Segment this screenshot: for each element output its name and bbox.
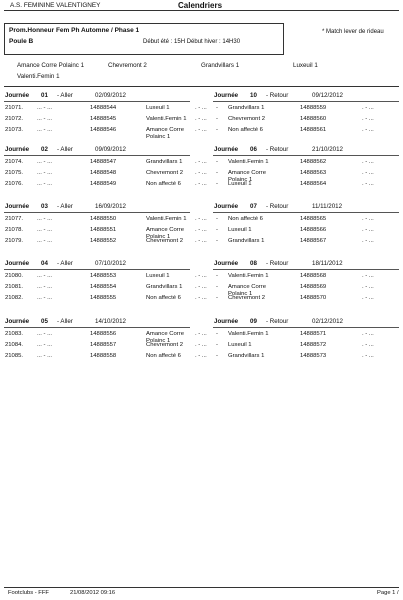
match-code: 14888558 (90, 353, 117, 359)
journee-rule (4, 269, 190, 270)
match-number: 21072. (5, 116, 24, 122)
competition-name: Prom.Honneur Fem Ph Automne / Phase 1 (9, 27, 140, 34)
match-score-placeholder-right: . - ... (195, 273, 207, 279)
match-team: Chevremont 2 (228, 295, 265, 301)
match-score-placeholder: . - ... (362, 181, 374, 187)
match-team: Valenti.Femin 1 (228, 159, 269, 165)
journee-rule (213, 212, 399, 213)
journee-date: 07/10/2012 (95, 260, 126, 267)
team-3: Grandvillars 1 (201, 62, 240, 69)
journee-label: Journée (214, 92, 239, 99)
match-dash: - (216, 116, 218, 122)
match-row (214, 331, 403, 338)
match-team: Amance Corre Polainc 1 (146, 127, 184, 140)
match-row (214, 342, 403, 349)
match-team: Luxeuil 1 (146, 273, 170, 279)
match-code: 14888567 (300, 238, 327, 244)
journee-phase: - Retour (266, 92, 289, 99)
match-team: Valenti.Femin 1 (146, 116, 187, 122)
match-team: Amance Corre Polainc 1 (146, 331, 184, 344)
match-score-placeholder: ... - ... (37, 273, 53, 279)
journee-number: 05 (41, 318, 48, 325)
header-rule (4, 10, 399, 11)
match-dash: - (216, 342, 218, 348)
page-title: Calendriers (178, 1, 223, 10)
journee-phase: - Aller (57, 203, 73, 210)
match-row (214, 170, 403, 183)
match-score-placeholder-right: . - ... (195, 238, 207, 244)
match-team: Valenti.Femin 1 (146, 216, 187, 222)
match-code: 14888566 (300, 227, 327, 233)
match-number: 21079. (5, 238, 24, 244)
match-code: 14888555 (90, 295, 117, 301)
poule-label: Poule B (9, 38, 34, 45)
match-team: Grandvillars 1 (228, 238, 265, 244)
journee-date: 16/09/2012 (95, 203, 126, 210)
match-team: Chevremont 2 (146, 342, 183, 348)
match-row (214, 116, 403, 123)
journee-number: 03 (41, 203, 48, 210)
match-code: 14888572 (300, 342, 327, 348)
journee-number: 07 (250, 203, 257, 210)
match-row (214, 105, 403, 112)
match-score-placeholder-right: . - ... (195, 170, 207, 176)
match-row (5, 116, 207, 123)
journee-rule (4, 327, 190, 328)
match-team: Non affecté 6 (228, 127, 263, 133)
match-team: Grandvillars 1 (146, 284, 183, 290)
footer-rule (4, 587, 399, 588)
match-code: 14888544 (90, 105, 117, 111)
team-4: Luxeuil 1 (293, 62, 318, 69)
journee-date: 02/09/2012 (95, 92, 126, 99)
match-row (5, 170, 207, 177)
match-team: Non affecté 6 (146, 295, 181, 301)
journee-phase: - Aller (57, 260, 73, 267)
journee-label: Journée (5, 92, 30, 99)
journee-number: 10 (250, 92, 257, 99)
match-team: Chevremont 2 (146, 170, 183, 176)
journee-date: 18/11/2012 (312, 260, 343, 267)
match-score-placeholder: . - ... (362, 284, 374, 290)
match-code: 14888548 (90, 170, 117, 176)
journee-number: 01 (41, 92, 48, 99)
match-dash: - (216, 227, 218, 233)
match-score-placeholder-right: . - ... (195, 353, 207, 359)
journee-date: 09/12/2012 (312, 92, 343, 99)
match-row (5, 227, 207, 240)
match-row (5, 284, 207, 291)
journee-phase: - Retour (266, 203, 289, 210)
match-score-placeholder: . - ... (362, 238, 374, 244)
match-team: Amance Corre Polainc 1 (228, 284, 266, 297)
match-number: 21084. (5, 342, 24, 348)
match-team: Valenti.Femin 1 (228, 273, 269, 279)
match-code: 14888565 (300, 216, 327, 222)
journee-rule (4, 212, 190, 213)
journee-label: Journée (5, 146, 30, 153)
match-score-placeholder-right: . - ... (195, 181, 207, 187)
match-number: 21073. (5, 127, 24, 133)
match-row (5, 238, 207, 245)
match-code: 14888563 (300, 170, 327, 176)
journee-rule (213, 327, 399, 328)
journee-rule (4, 155, 190, 156)
journee-phase: - Aller (57, 318, 73, 325)
match-score-placeholder-right: . - ... (195, 105, 207, 111)
match-score-placeholder: ... - ... (37, 159, 53, 165)
journee-phase: - Retour (266, 260, 289, 267)
match-number: 21077. (5, 216, 24, 222)
match-team: Valenti.Femin 1 (228, 331, 269, 337)
journee-date: 14/10/2012 (95, 318, 126, 325)
match-row (214, 353, 403, 360)
match-score-placeholder-right: . - ... (195, 331, 207, 337)
match-score-placeholder: ... - ... (37, 105, 53, 111)
match-score-placeholder: ... - ... (37, 295, 53, 301)
match-code: 14888550 (90, 216, 117, 222)
match-team: Non affecté 6 (228, 216, 263, 222)
match-score-placeholder-right: . - ... (195, 227, 207, 233)
match-row (214, 227, 403, 234)
match-score-placeholder-right: . - ... (195, 295, 207, 301)
match-row (214, 216, 403, 223)
match-score-placeholder: . - ... (362, 105, 374, 111)
match-row (5, 295, 207, 302)
match-code: 14888569 (300, 284, 327, 290)
journee-number: 09 (250, 318, 257, 325)
match-dash: - (216, 284, 218, 290)
journee-label: Journée (214, 318, 239, 325)
match-code: 14888559 (300, 105, 327, 111)
match-score-placeholder: ... - ... (37, 216, 53, 222)
journee-label: Journée (5, 318, 30, 325)
match-score-placeholder: ... - ... (37, 342, 53, 348)
match-score-placeholder: ... - ... (37, 170, 53, 176)
match-score-placeholder: . - ... (362, 170, 374, 176)
match-score-placeholder: . - ... (362, 342, 374, 348)
match-code: 14888545 (90, 116, 117, 122)
match-code: 14888556 (90, 331, 117, 337)
journee-number: 02 (41, 146, 48, 153)
match-team: Non affecté 6 (146, 181, 181, 187)
match-team: Grandvillars 1 (228, 353, 265, 359)
match-team: Non affecté 6 (146, 353, 181, 359)
match-code: 14888551 (90, 227, 117, 233)
journee-number: 08 (250, 260, 257, 267)
match-row (214, 127, 403, 134)
match-score-placeholder: ... - ... (37, 227, 53, 233)
match-code: 14888564 (300, 181, 327, 187)
match-score-placeholder: . - ... (362, 216, 374, 222)
team-2: Chevremont 2 (108, 62, 147, 69)
match-row (214, 284, 403, 297)
match-row (5, 342, 207, 349)
match-dash: - (216, 273, 218, 279)
journee-phase: - Retour (266, 146, 289, 153)
journee-number: 04 (41, 260, 48, 267)
match-score-placeholder-right: . - ... (195, 159, 207, 165)
teams-rule (4, 86, 399, 87)
journee-phase: - Retour (266, 318, 289, 325)
match-team: Chevremont 2 (146, 238, 183, 244)
match-dash: - (216, 127, 218, 133)
match-dash: - (216, 295, 218, 301)
match-score-placeholder: ... - ... (37, 284, 53, 290)
match-row (5, 216, 207, 223)
match-code: 14888560 (300, 116, 327, 122)
match-score-placeholder: . - ... (362, 227, 374, 233)
footer-date: 21/08/2012 09:16 (70, 590, 116, 596)
match-dash: - (216, 216, 218, 222)
match-number: 21076. (5, 181, 24, 187)
match-team: Luxeuil 1 (228, 342, 252, 348)
match-row (5, 181, 207, 188)
match-score-placeholder: ... - ... (37, 181, 53, 187)
match-score-placeholder: ... - ... (37, 116, 53, 122)
match-score-placeholder: . - ... (362, 295, 374, 301)
match-team: Grandvillars 1 (146, 159, 183, 165)
match-score-placeholder-right: . - ... (195, 216, 207, 222)
match-number: 21085. (5, 353, 24, 359)
match-score-placeholder-right: . - ... (195, 342, 207, 348)
match-dash: - (216, 105, 218, 111)
match-code: 14888547 (90, 159, 117, 165)
match-row (214, 181, 403, 188)
match-team: Chevremont 2 (228, 116, 265, 122)
match-dash: - (216, 353, 218, 359)
match-row (5, 127, 207, 140)
match-dash: - (216, 159, 218, 165)
match-number: 21081. (5, 284, 24, 290)
journee-date: 11/11/2012 (312, 203, 343, 210)
match-code: 14888549 (90, 181, 117, 187)
match-team: Luxeuil 1 (228, 227, 252, 233)
match-code: 14888553 (90, 273, 117, 279)
match-score-placeholder-right: . - ... (195, 284, 207, 290)
match-score-placeholder: . - ... (362, 353, 374, 359)
match-score-placeholder: ... - ... (37, 331, 53, 337)
match-code: 14888573 (300, 353, 327, 359)
match-row (5, 331, 207, 344)
match-dash: - (216, 238, 218, 244)
match-code: 14888557 (90, 342, 117, 348)
match-code: 14888561 (300, 127, 327, 133)
match-score-placeholder: ... - ... (37, 127, 53, 133)
match-note: * Match lever de rideau (322, 29, 384, 35)
journee-label: Journée (5, 260, 30, 267)
match-row (214, 159, 403, 166)
journee-label: Journée (214, 146, 239, 153)
match-number: 21082. (5, 295, 24, 301)
journee-rule (213, 101, 399, 102)
match-number: 21078. (5, 227, 24, 233)
match-score-placeholder: . - ... (362, 159, 374, 165)
kickoff-times: Début été : 15H Début hiver : 14H30 (143, 39, 241, 45)
match-number: 21083. (5, 331, 24, 337)
match-row (5, 159, 207, 166)
match-team: Amance Corre Polainc 1 (228, 170, 266, 183)
match-code: 14888570 (300, 295, 327, 301)
match-code: 14888571 (300, 331, 327, 337)
match-score-placeholder: . - ... (362, 273, 374, 279)
match-number: 21071. (5, 105, 24, 111)
match-code: 14888568 (300, 273, 327, 279)
match-dash: - (216, 170, 218, 176)
match-row (214, 295, 403, 302)
match-row (5, 105, 207, 112)
match-row (5, 353, 207, 360)
match-row (214, 238, 403, 245)
journee-number: 06 (250, 146, 257, 153)
footer-source: Footclubs - FFF (8, 590, 49, 596)
journee-date: 21/10/2012 (312, 146, 343, 153)
match-score-placeholder: ... - ... (37, 353, 53, 359)
match-number: 21080. (5, 273, 24, 279)
match-row (214, 273, 403, 280)
team-1: Amance Corre Polainc 1 (17, 62, 85, 69)
match-score-placeholder-right: . - ... (195, 127, 207, 133)
match-row (5, 273, 207, 280)
match-team: Luxeuil 1 (146, 105, 170, 111)
journee-label: Journée (5, 203, 30, 210)
match-code: 14888554 (90, 284, 117, 290)
match-number: 21075. (5, 170, 24, 176)
match-team: Amance Corre Polainc 1 (146, 227, 184, 240)
match-team: Luxeuil 1 (228, 181, 252, 187)
match-score-placeholder: . - ... (362, 331, 374, 337)
match-score-placeholder: . - ... (362, 127, 374, 133)
journee-rule (213, 155, 399, 156)
journee-rule (213, 269, 399, 270)
journee-date: 02/12/2012 (312, 318, 343, 325)
journee-label: Journée (214, 203, 239, 210)
match-code: 14888552 (90, 238, 117, 244)
journee-label: Journée (214, 260, 239, 267)
footer-page: Page 1 / (377, 590, 399, 596)
match-team: Grandvillars 1 (228, 105, 265, 111)
match-dash: - (216, 331, 218, 337)
match-code: 14888546 (90, 127, 117, 133)
club-name: A.S. FEMININE VALENTIGNEY (10, 2, 101, 9)
journee-phase: - Aller (57, 92, 73, 99)
journee-phase: - Aller (57, 146, 73, 153)
match-score-placeholder-right: . - ... (195, 116, 207, 122)
match-score-placeholder: ... - ... (37, 238, 53, 244)
match-code: 14888562 (300, 159, 327, 165)
journee-rule (4, 101, 190, 102)
match-dash: - (216, 181, 218, 187)
match-score-placeholder: . - ... (362, 116, 374, 122)
match-number: 21074. (5, 159, 24, 165)
team-5: Valenti.Femin 1 (17, 73, 60, 80)
journee-date: 09/09/2012 (95, 146, 126, 153)
